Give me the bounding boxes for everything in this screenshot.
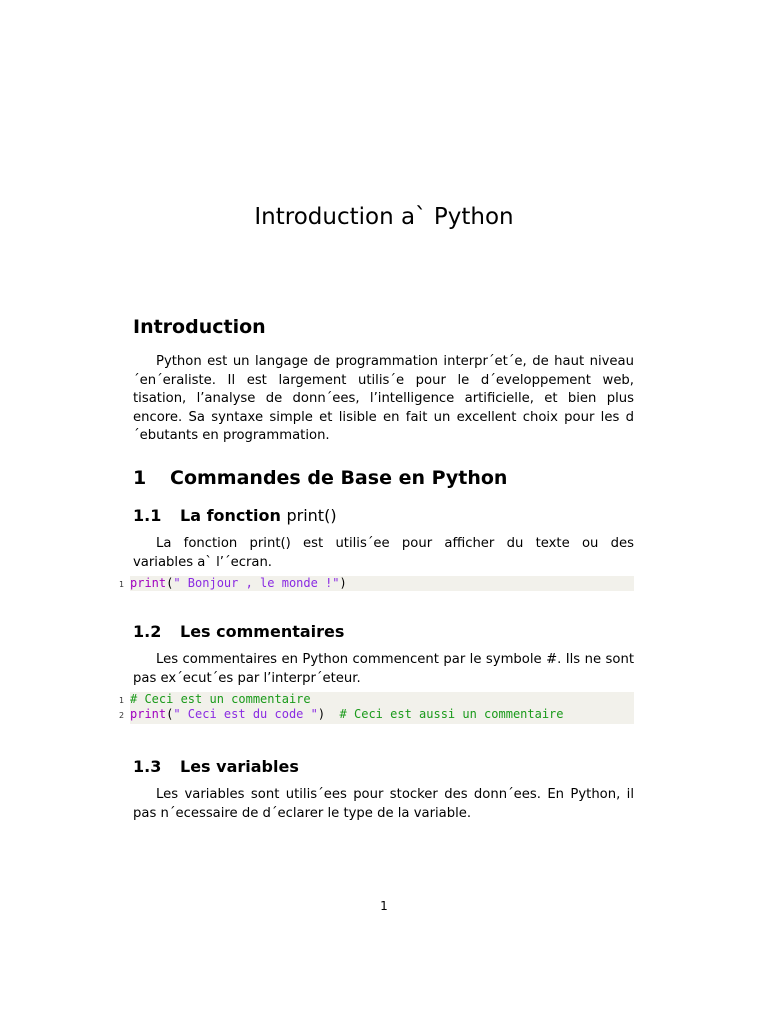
- intro-line: tisation, l’analyse de donn´ees, l’intelligence artificielle, et bien plus: [133, 391, 634, 406]
- subsection-1-3-paragraph: [133, 786, 634, 823]
- section-number: 1: [133, 467, 147, 489]
- subsection-1-1-heading: [133, 506, 337, 525]
- code-block-print: [119, 576, 634, 591]
- intro-heading: Introduction: [133, 316, 266, 338]
- intro-line: encore. Sa syntaxe simple et lisible en fait un excellent choix pour les d: [133, 409, 634, 425]
- section-title: Commandes de Base en Python: [170, 467, 508, 489]
- code-keyword: print: [130, 576, 167, 590]
- code-line: [119, 692, 634, 707]
- code-punct: ): [339, 576, 347, 590]
- subsection-1-1-paragraph: [133, 535, 634, 572]
- code-punct: ): [317, 707, 340, 721]
- subsection-number: 1.2: [133, 622, 162, 641]
- line-number: 1: [119, 580, 125, 589]
- code-string: " Ceci est du code ": [173, 707, 318, 721]
- code-punct: (: [166, 576, 174, 590]
- code-comment: # Ceci est aussi un commentaire: [339, 707, 564, 721]
- code-punct: (: [166, 707, 174, 721]
- document-title: Introduction a` Python: [254, 204, 514, 230]
- line-number: 1: [119, 696, 125, 705]
- subsection-number: 1.1: [133, 506, 162, 525]
- intro-line: ´en´eraliste. Il est largement utilis´e pour le d´eveloppement web,: [133, 372, 634, 388]
- intro-paragraph: [133, 353, 634, 446]
- paragraph-line: pas ex´ecut´es par l’interpr´eteur.: [133, 670, 361, 686]
- intro-line: ´ebutants en programmation.: [133, 428, 330, 443]
- subsection-title: Les variables: [180, 757, 299, 776]
- page-number: 1: [380, 899, 388, 913]
- code-comment: # Ceci est un commentaire: [130, 692, 311, 706]
- subsection-1-3-heading: [133, 757, 299, 776]
- paragraph-line: pas n´ecessaire de d´eclarer le type de la variable.: [133, 805, 472, 821]
- intro-line: Python est un langage de programmation interpr´et´e, de haut niveau: [156, 354, 634, 369]
- paragraph-line: variables a` l’´ecran.: [133, 554, 272, 570]
- section-1-heading: [133, 467, 507, 489]
- code-block-comments: [119, 692, 634, 724]
- code-line: [119, 576, 634, 591]
- paragraph-line: Les commentaires en Python commencent par le symbole #. Ils ne sont: [156, 652, 634, 667]
- subsection-1-2-heading: [133, 622, 344, 641]
- line-number: 2: [119, 711, 125, 720]
- subsection-title: Les commentaires: [180, 622, 345, 641]
- subsection-title-code: print(): [286, 506, 337, 525]
- subsection-title: La fonction: [180, 506, 281, 525]
- code-keyword: print: [130, 707, 167, 721]
- subsection-number: 1.3: [133, 757, 162, 776]
- code-string: " Bonjour , le monde !": [173, 576, 340, 590]
- paragraph-line: La fonction print() est utilis´ee pour afficher du texte ou des: [156, 536, 634, 551]
- code-line: [119, 707, 634, 722]
- subsection-1-2-paragraph: [133, 651, 634, 688]
- paragraph-line: Les variables sont utilis´ees pour stocker des donn´ees. En Python, il: [156, 787, 634, 802]
